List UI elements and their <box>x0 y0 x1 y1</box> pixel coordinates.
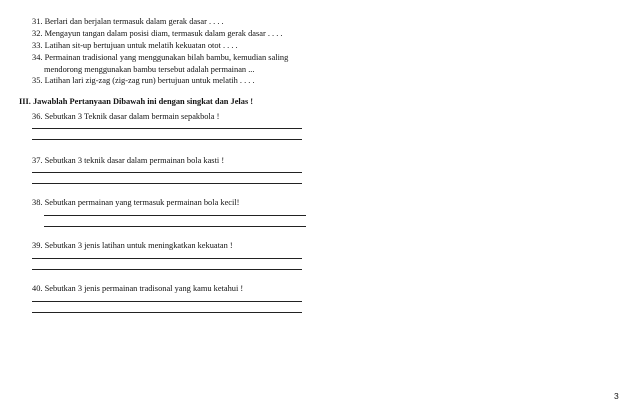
answer-line[interactable] <box>32 172 302 173</box>
question-36: 36. Sebutkan 3 Teknik dasar dalam bermain sepakbola ! <box>32 112 220 121</box>
mc-item-35: 35. Latihan lari zig-zag (zig-zag run) bertujuan untuk melatih . . . . <box>32 76 255 85</box>
answer-line[interactable] <box>32 139 302 140</box>
mc-item-33: 33. Latihan sit-up bertujuan untuk melatih kekuatan otot . . . . <box>32 41 238 50</box>
mc-item-34: 34. Permainan tradisional yang menggunakan bilah bambu, kemudian saling <box>32 53 289 62</box>
mc-item-32: 32. Mengayun tangan dalam posisi diam, termasuk dalam gerak dasar . . . . <box>32 29 283 38</box>
answer-line[interactable] <box>32 269 302 270</box>
answer-line[interactable] <box>44 226 306 227</box>
answer-line[interactable] <box>32 183 302 184</box>
mc-item-34-continuation: mendorong menggunakan bambu tersebut adalah permainan ... <box>44 65 255 74</box>
mc-item-31: 31. Berlari dan berjalan termasuk dalam gerak dasar . . . . <box>32 17 224 26</box>
question-40: 40. Sebutkan 3 jenis permainan tradisonal yang kamu ketahui ! <box>32 284 244 293</box>
question-38: 38. Sebutkan permainan yang termasuk permainan bola kecil! <box>32 198 240 207</box>
question-39: 39. Sebutkan 3 jenis latihan untuk meningkatkan kekuatan ! <box>32 241 233 250</box>
answer-line[interactable] <box>32 258 302 259</box>
section-title: III. Jawablah Pertanyaan Dibawah ini dengan singkat dan Jelas ! <box>19 97 254 106</box>
question-37: 37. Sebutkan 3 teknik dasar dalam permainan bola kasti ! <box>32 156 225 165</box>
answer-line[interactable] <box>32 312 302 313</box>
page-number: 3 <box>614 391 619 401</box>
answer-line[interactable] <box>32 128 302 129</box>
answer-line[interactable] <box>44 215 306 216</box>
answer-line[interactable] <box>32 301 302 302</box>
